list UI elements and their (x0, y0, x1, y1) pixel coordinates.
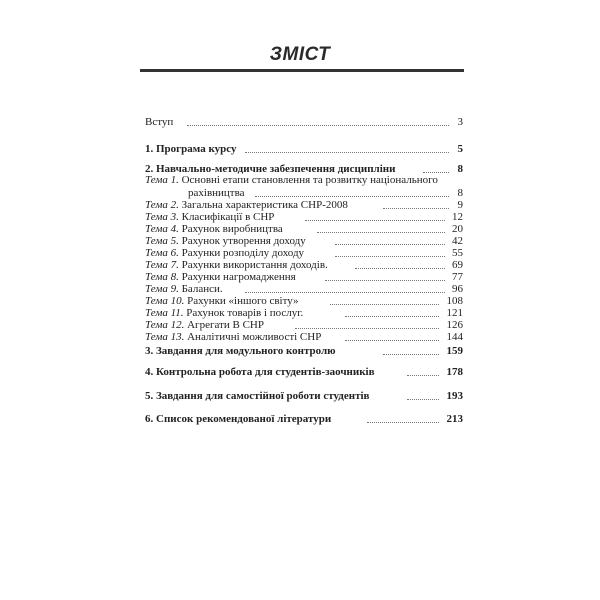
dot-leader (345, 340, 439, 341)
toc-page-number: 69 (452, 259, 463, 271)
dot-leader (187, 125, 449, 126)
dot-leader (245, 152, 449, 153)
toc-section (145, 344, 463, 358)
toc-section (145, 412, 463, 426)
toc-page-number: 213 (446, 413, 463, 425)
dot-leader (245, 292, 445, 293)
topic-number: Тема 1. (145, 174, 179, 186)
toc-entry-label: Рахунок виробництва (181, 223, 283, 235)
topic-number: Тема 11. (145, 307, 184, 319)
toc-page-number: 178 (446, 366, 463, 378)
dot-leader (317, 232, 445, 233)
toc-page-number: 42 (452, 235, 463, 247)
toc-page-number: 20 (452, 223, 463, 235)
toc-entry-label: 3. Завдання для модульного контролю (145, 345, 336, 357)
toc-entry-label: Рахунки нагромадження (181, 271, 296, 283)
toc-page-number: 77 (452, 271, 463, 283)
toc-page-number: 159 (446, 345, 463, 357)
dot-leader (407, 375, 439, 376)
toc-entry-label: Аналітичні можливості СНР (187, 331, 322, 343)
dot-leader (367, 422, 439, 423)
toc-page-number: 9 (457, 199, 463, 211)
toc-page-number: 8 (457, 187, 463, 199)
topic-number: Тема 2. (145, 199, 179, 211)
toc-entry-label: Основні етапи становлення та розвитку національного (181, 174, 438, 186)
toc-entry-label: Рахунки використання доходів. (181, 259, 328, 271)
topic-number: Тема 5. (145, 235, 179, 247)
toc-page-number: 5 (457, 143, 463, 155)
dot-leader (383, 354, 439, 355)
toc-subentry (145, 330, 463, 344)
topic-number: Тема 3. (145, 211, 179, 223)
topic-number: Тема 6. (145, 247, 179, 259)
toc-entry-label: Баланси. (181, 283, 223, 295)
dot-leader (345, 316, 439, 317)
topic-number: Тема 10. (145, 295, 185, 307)
toc-entry-label: Рахунок товарів і послуг. (186, 307, 304, 319)
toc-entry (145, 115, 463, 129)
toc-page-number: 8 (457, 163, 463, 175)
topic-number: Тема 8. (145, 271, 179, 283)
dot-leader (305, 220, 445, 221)
topic-number: Тема 12. (145, 319, 185, 331)
toc-page-number: 126 (446, 319, 463, 331)
dot-leader (295, 328, 439, 329)
toc-page-number: 55 (452, 247, 463, 259)
toc-entry-label: 2. Навчально-методичне забезпечення дисципліни (145, 163, 396, 175)
toc-page-number: 108 (446, 295, 463, 307)
toc-page-number: 121 (446, 307, 463, 319)
toc-page-number: 193 (446, 390, 463, 402)
dot-leader (407, 399, 439, 400)
topic-number: Тема 13. (145, 331, 185, 343)
toc-page-number: 96 (452, 283, 463, 295)
toc-page-number: 12 (452, 211, 463, 223)
toc-entry-label: Агрегати В СНР (187, 319, 264, 331)
page-title: ЗМІСТ (269, 44, 331, 65)
toc-entry-label: Загальна характеристика СНР-2008 (181, 199, 348, 211)
topic-number: Тема 4. (145, 223, 179, 235)
toc-entry-label: Рахунки «іншого світу» (187, 295, 299, 307)
toc-entry-label: Класифікації в СНР (181, 211, 275, 223)
dot-leader (335, 256, 445, 257)
toc-page-number: 3 (457, 116, 463, 128)
dot-leader (255, 196, 449, 197)
toc-entry-label: рахівництва (188, 187, 245, 199)
dot-leader (355, 268, 445, 269)
toc-section (145, 365, 463, 379)
toc-entry-label: 1. Програма курсу (145, 143, 237, 155)
topic-number: Тема 9. (145, 283, 179, 295)
toc-entry-label: 6. Список рекомендованої літератури (145, 413, 332, 425)
toc-entry-label: Рахунок утворення доходу (181, 235, 306, 247)
toc-entry-label: Рахунки розподілу доходу (181, 247, 305, 259)
toc-entry-label: Вступ (145, 116, 174, 128)
toc-entry-label: 5. Завдання для самостійної роботи студентів (145, 390, 370, 402)
dot-leader (383, 208, 449, 209)
topic-number: Тема 7. (145, 259, 179, 271)
toc-section (145, 389, 463, 403)
toc-subentry (145, 173, 463, 187)
toc-page-number: 144 (446, 331, 463, 343)
dot-leader (335, 244, 445, 245)
dot-leader (330, 304, 439, 305)
toc-section (145, 142, 463, 156)
dot-leader (325, 280, 445, 281)
toc-entry-label: 4. Контрольна робота для студентів-заочників (145, 366, 375, 378)
